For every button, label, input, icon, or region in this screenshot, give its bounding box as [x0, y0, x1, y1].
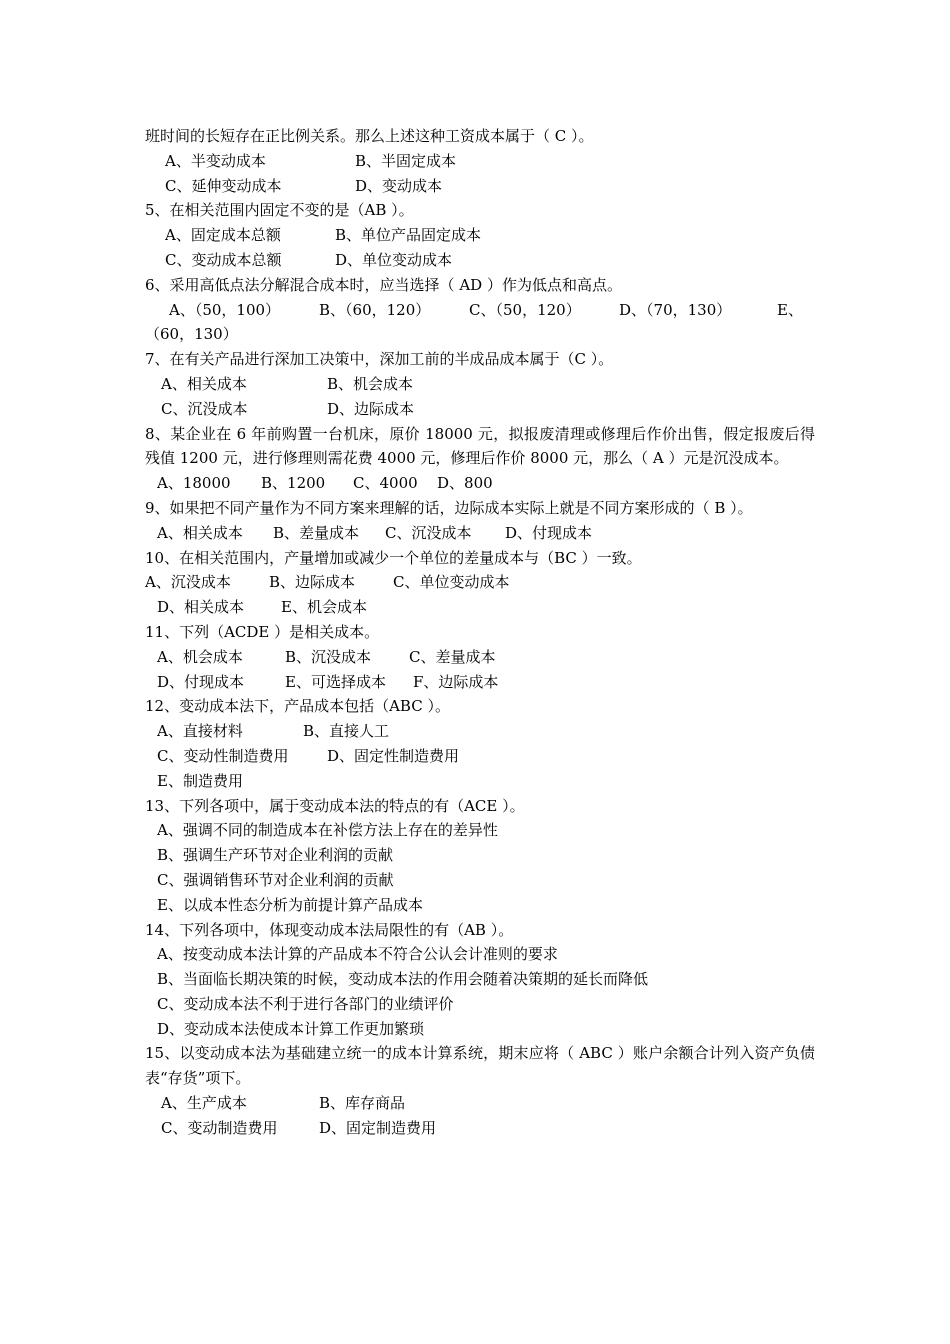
text-line: 5、在相关范围内固定不变的是（AB ）。 — [145, 201, 414, 220]
text-line: 12、变动成本法下，产品成本包括（ABC ）。 — [145, 697, 450, 716]
option-row — [145, 248, 815, 273]
option-item: B、单位产品固定成本 — [335, 226, 482, 245]
option-row — [145, 223, 815, 248]
option-item: C、强调销售环节对企业利润的贡献 — [157, 870, 394, 889]
option-row — [145, 595, 815, 620]
option-row — [145, 744, 815, 769]
option-item: A、生产成本 — [161, 1094, 247, 1113]
option-item: C、变动成本法不利于进行各部门的业绩评价 — [157, 994, 454, 1013]
option-row — [145, 1116, 815, 1141]
question-paragraph: 8、某企业在 6 年前购置一台机床，原价 18000 元，拟报废清理或修理后作价出售，假定报废后得残值 1200 元，进行修理则需花费 4000 元，修理后作价 8000 元，那么（ A ）元是沉没成本。 — [145, 424, 815, 468]
option-item: C、变动制造费用 — [161, 1118, 278, 1137]
option-item: D、固定制造费用 — [319, 1118, 437, 1137]
option-item: A、机会成本 — [157, 647, 243, 666]
option-row — [145, 397, 815, 422]
option-item: C、差量成本 — [409, 647, 496, 666]
option-item: A、相关成本 — [161, 374, 247, 393]
option-row — [145, 670, 815, 695]
option-row — [145, 967, 815, 992]
option-item: D、付现成本 — [157, 672, 245, 691]
option-item: C、（50，120） — [469, 300, 581, 319]
question-paragraph: 9、如果把不同产量作为不同方案来理解的话，边际成本实际上就是不同方案形成的（ B ）。 — [145, 498, 753, 517]
option-row — [145, 719, 815, 744]
option-item: D、800 — [437, 474, 493, 493]
text-line: 7、在有关产品进行深加工决策中，深加工前的半成品成本属于（C ）。 — [145, 350, 614, 369]
option-item: F、边际成本 — [413, 672, 499, 691]
option-row — [145, 769, 815, 794]
text-line: 班时间的长短存在正比例关系。那么上述这种工资成本属于（ C ）。 — [145, 127, 594, 145]
option-item: D、边际成本 — [327, 399, 415, 418]
option-item: D、付现成本 — [505, 523, 593, 542]
option-item: D、固定性制造费用 — [327, 746, 460, 765]
question-paragraph: 15、以变动成本法为基础建立统一的成本计算系统，期末应将（ ABC ）账户余额合计列入资产负债表“存货”项下。 — [145, 1044, 815, 1088]
option-item: B、强调生产环节对企业利润的贡献 — [157, 846, 394, 865]
option-row — [145, 570, 815, 595]
option-item: A、相关成本 — [157, 523, 243, 542]
option-item: A、强调不同的制造成本在补偿方法上存在的差异性 — [157, 821, 498, 840]
option-item: C、单位变动成本 — [393, 573, 510, 592]
document-page — [145, 124, 815, 1141]
option-item: D、单位变动成本 — [335, 250, 453, 269]
option-row — [145, 992, 815, 1017]
option-item: E、 — [777, 300, 803, 319]
option-item: D、变动成本法使成本计算工作更加繁琐 — [157, 1019, 425, 1038]
option-row — [145, 521, 815, 546]
option-row — [145, 843, 815, 868]
text-line: 11、下列（ACDE ）是相关成本。 — [145, 622, 380, 641]
option-row — [145, 942, 815, 967]
option-row — [145, 298, 815, 323]
text-line: 6、采用高低点法分解混合成本时，应当选择（ AD ）作为低点和高点。 — [145, 275, 622, 294]
option-item: B、差量成本 — [273, 523, 360, 542]
option-item: B、沉没成本 — [285, 647, 372, 666]
option-item: A、按变动成本法计算的产品成本不符合公认会计准则的要求 — [157, 945, 558, 964]
option-item: B、库存商品 — [319, 1094, 406, 1113]
option-row — [145, 471, 815, 496]
option-item: A、固定成本总额 — [165, 226, 281, 245]
option-item: B、直接人工 — [303, 722, 390, 741]
option-item: A、直接材料 — [157, 722, 243, 741]
option-item: C、变动性制造费用 — [157, 746, 289, 765]
option-row — [145, 1017, 815, 1042]
option-item: B、半固定成本 — [355, 151, 457, 170]
option-row — [145, 372, 815, 397]
option-item: A、（50，100） — [169, 300, 281, 319]
option-item: A、沉没成本 — [145, 573, 231, 592]
option-item: C、沉没成本 — [161, 399, 248, 418]
option-item: A、18000 — [157, 474, 231, 493]
option-item: D、（70，130） — [619, 300, 732, 319]
option-row — [145, 645, 815, 670]
option-item: B、1200 — [261, 474, 326, 493]
option-row — [145, 149, 815, 174]
option-item: E、制造费用 — [157, 771, 243, 790]
text-line: 10、在相关范围内，产量增加或减少一个单位的差量成本与（BC ）一致。 — [145, 548, 642, 567]
option-item: B、边际成本 — [269, 573, 356, 592]
option-item: E、以成本性态分析为前提计算产品成本 — [157, 895, 423, 914]
option-item: C、延伸变动成本 — [165, 176, 282, 195]
option-row — [145, 818, 815, 843]
option-row — [145, 868, 815, 893]
option-item: D、相关成本 — [157, 598, 245, 617]
option-item: D、变动成本 — [355, 176, 443, 195]
option-item: C、4000 — [353, 474, 418, 493]
option-item: C、沉没成本 — [385, 523, 472, 542]
option-item: B、（60，120） — [319, 300, 431, 319]
option-row — [145, 1091, 815, 1116]
option-item: E、可选择成本 — [285, 672, 386, 691]
text-line: 13、下列各项中，属于变动成本法的特点的有（ACE ）。 — [145, 796, 525, 815]
option-row — [145, 893, 815, 918]
option-row — [145, 174, 815, 199]
option-item: B、机会成本 — [327, 374, 414, 393]
option-item: A、半变动成本 — [165, 151, 266, 170]
option-item: E、机会成本 — [281, 598, 367, 617]
option-item: B、当面临长期决策的时候，变动成本法的作用会随着决策期的延长而降低 — [157, 970, 649, 989]
option-item: C、变动成本总额 — [165, 250, 282, 269]
text-line: 14、下列各项中，体现变动成本法局限性的有（AB ）。 — [145, 920, 514, 939]
text-line: （60，130） — [145, 325, 238, 344]
